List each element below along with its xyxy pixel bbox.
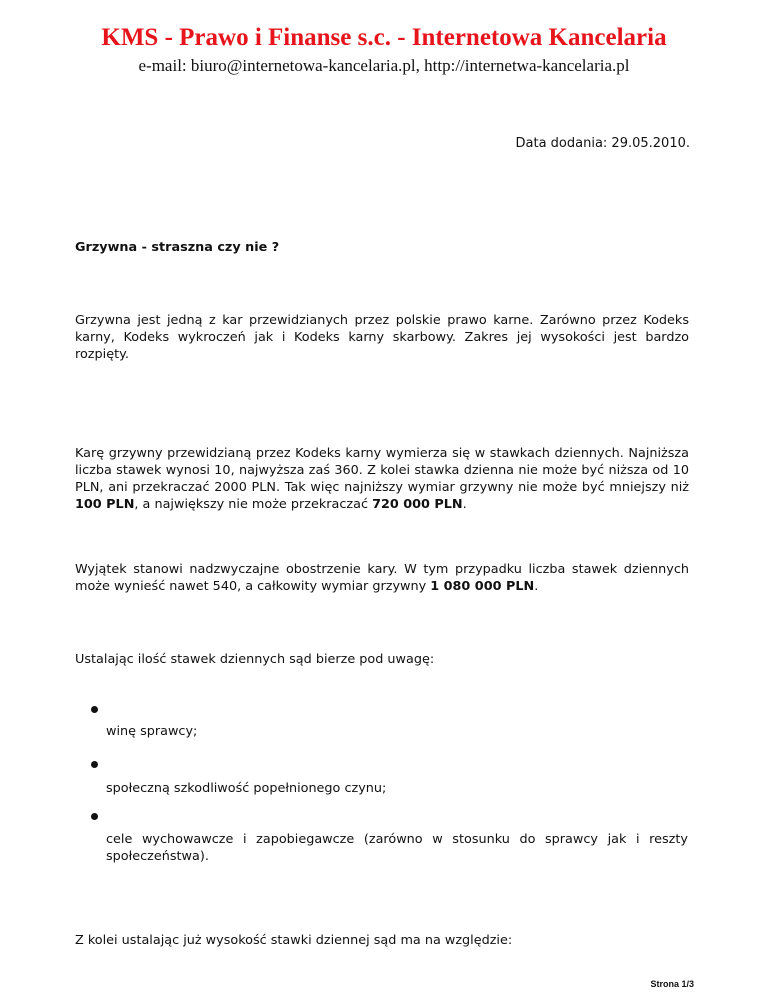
amount-max: 720 000 PLN [372, 497, 463, 512]
article-heading: Grzywna - straszna czy nie ? [75, 240, 280, 255]
firm-title: KMS - Prawo i Finanse s.c. - Internetowa Kancelaria [101, 24, 667, 51]
list-item: społeczną szkodliwość popełnionego czynu; [106, 781, 387, 796]
amount-min: 100 PLN [75, 497, 135, 512]
paragraph-criteria-intro: Ustalając ilość stawek dziennych sąd bierze pod uwagę: [75, 652, 435, 667]
bullet-icon [91, 706, 98, 713]
paragraph-obostrzenie: Wyjątek stanowi nadzwyczajne obostrzenie kary. W tym przypadku liczba stawek dziennych może wynieść nawet 540, a całkowity wymiar grzywny 1 080 000 PLN. [75, 562, 689, 594]
page-number: Strona 1/3 [650, 979, 694, 989]
bullet-icon [91, 761, 98, 768]
paragraph-stawki: Karę grzywny przewidzianą przez Kodeks karny wymierza się w stawkach dziennych. Najniższa liczba stawek wynosi 10, najwyższa zaś 360. Z kolei stawka dzienna nie może być niższa od 10 PLN, ani przekraczać 2000 PLN. Tak więc najniższy wymiar grzywny nie może być mniejszy niż 100 PLN, a największy nie może przekraczać 720 000 PLN. [75, 446, 689, 512]
list-item: cele wychowawcze i zapobiegawcze (zarówno w stosunku do sprawcy jak i reszty społeczeństwa). [106, 832, 688, 864]
amount-extraordinary: 1 080 000 PLN [430, 579, 535, 594]
firm-contact: e-mail: biuro@internetowa-kancelaria.pl, http://internetwa-kancelaria.pl [138, 56, 630, 75]
paragraph-daily-rate-intro: Z kolei ustalając już wysokość stawki dziennej sąd ma na względzie: [75, 933, 513, 948]
date-added: Data dodania: 29.05.2010. [515, 136, 690, 151]
paragraph-intro: Grzywna jest jedną z kar przewidzianych przez polskie prawo karne. Zarówno przez Kodeks karny, Kodeks wykroczeń jak i Kodeks karny skarbowy. Zakres jej wysokości jest bardzo rozpięty. [75, 313, 689, 362]
bullet-icon [91, 813, 98, 820]
list-item: winę sprawcy; [106, 724, 198, 739]
